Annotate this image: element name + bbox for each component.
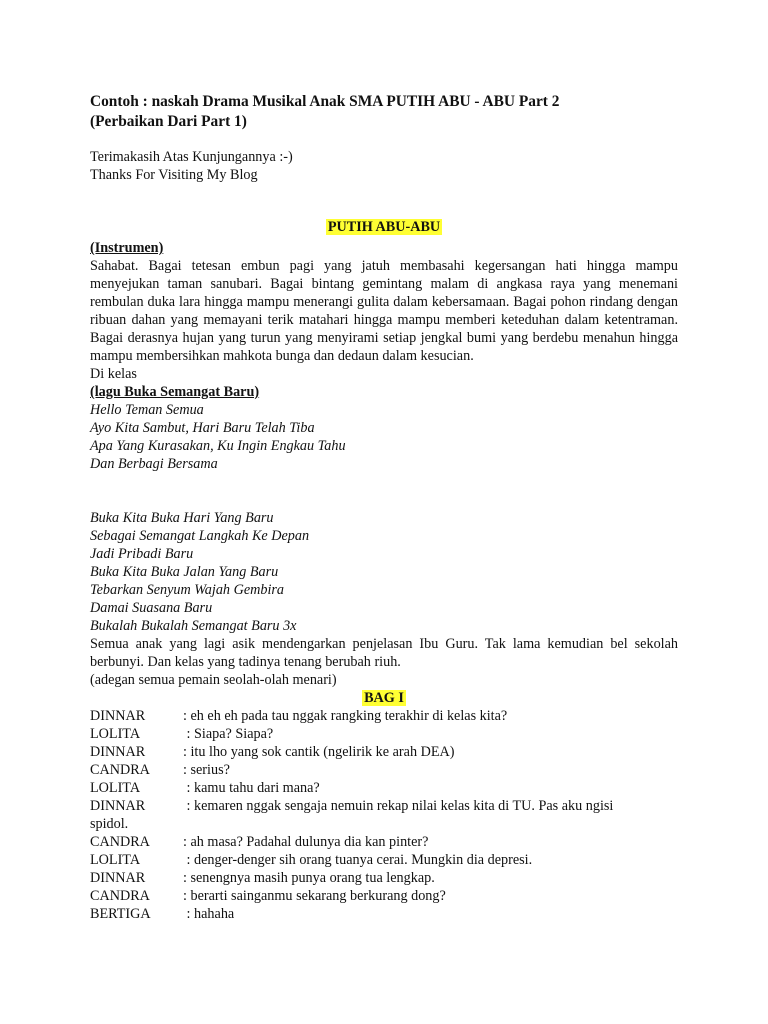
lyric-line: Buka Kita Buka Hari Yang Baru [90,510,274,526]
speaker-name: LOLITA [90,780,141,796]
main-heading-text: PUTIH ABU-ABU [327,219,441,235]
dialogue-line: : hahaha [183,906,235,922]
document-body [90,92,678,923]
speaker-name: DINNAR [90,708,146,724]
dialogue-line: : kamu tahu dari mana? [183,780,320,796]
stage-direction: (adegan semua pemain seolah-olah menari) [90,672,337,688]
song-verse-1 [90,401,678,473]
lyric-line: Ayo Kita Sambut, Hari Baru Telah Tiba [90,420,315,436]
part-heading-text: BAG I [364,690,404,706]
dialogue-row [90,905,678,923]
dialogue-line: : eh eh eh pada tau nggak rangking terakhir di kelas kita? [183,708,508,724]
dialogue-row [90,869,678,887]
speaker-name: DINNAR [90,870,146,886]
document-title [90,92,678,132]
dialogue-row [90,833,678,851]
intro-paragraph: Sahabat. Bagai tetesan embun pagi yang jatuh membasahi kegersangan hati hingga mampu menyejukan taman sanubari. Bagai bintang gemintang malam di angkasa raya yang menemani rembulan duka lara hingga mampu menerangi gulita dalam kebersamaan. Bagai pohon rindang dengan ribuan dahan yang memayani terik matahari hingga mampu memberi keteduhan dalam ketentraman. Bagai derasnya hujan yang turun yang menyirami setiap jengkal bumi yang berdebu menahun hingga mampu membersihkan mahkota bunga dan dedaun dalam kesucian. [90,258,678,364]
dialogue-row [90,779,678,797]
lyric-line: Bukalah Bukalah Semangat Baru 3x [90,618,297,634]
thanks-line-2: Thanks For Visiting My Blog [90,167,258,183]
lyric-line: Apa Yang Kurasakan, Ku Ingin Engkau Tahu [90,438,346,454]
part-heading [90,689,678,707]
speaker-name: DINNAR [90,798,146,814]
speaker-name: CANDRA [90,834,150,850]
instrument-label: (Instrumen) [90,240,164,256]
lyric-line: Hello Teman Semua [90,402,204,418]
speaker-name: LOLITA [90,726,141,742]
speaker-name: CANDRA [90,762,150,778]
lyric-line: Damai Suasana Baru [90,600,213,616]
dialogue-row [90,707,678,725]
lyric-line: Sebagai Semangat Langkah Ke Depan [90,528,310,544]
dialogue-line: : Siapa? Siapa? [183,726,274,742]
song-label: (lagu Buka Semangat Baru) [90,384,260,400]
song-verse-2 [90,509,678,635]
dialogue-line: : serius? [183,762,230,778]
dialogue-row [90,743,678,761]
dialogue-row [90,761,678,779]
thanks-line-1: Terimakasih Atas Kunjungannya :-) [90,149,293,165]
speaker-name: LOLITA [90,852,141,868]
scene-location: Di kelas [90,366,137,382]
main-heading [90,218,678,236]
dialogue-row [90,887,678,905]
speaker-name: BERTIGA [90,906,151,922]
dialogue-row [90,725,678,743]
verse-gap [90,473,678,509]
dialogue-line: : itu lho yang sok cantik (ngelirik ke arah DEA) [183,744,455,760]
lyric-line: Buka Kita Buka Jalan Yang Baru [90,564,279,580]
title-line-2: (Perbaikan Dari Part 1) [90,113,247,130]
speaker-name: DINNAR [90,744,146,760]
narration-paragraph: Semua anak yang lagi asik mendengarkan penjelasan Ibu Guru. Tak lama kemudian bel sekolah berbunyi. Dan kelas yang tadinya tenang berubah riuh. [90,636,678,670]
dialogue-line: : ah masa? Padahal dulunya dia kan pinter? [183,834,429,850]
speaker-name: CANDRA [90,888,150,904]
dialogue-line: : kemaren nggak sengaja nemuin rekap nilai kelas kita di TU. Pas aku ngisi [183,798,614,814]
dialogue-list [90,707,678,923]
thanks-block [90,148,678,184]
dialogue-line: : denger-denger sih orang tuanya cerai. Mungkin dia depresi. [183,852,533,868]
dialogue-line: : senengnya masih punya orang tua lengkap. [183,870,435,886]
title-line-1: Contoh : naskah Drama Musikal Anak SMA PUTIH ABU - ABU Part 2 [90,93,560,110]
lyric-line: Dan Berbagi Bersama [90,456,218,472]
dialogue-row [90,797,678,833]
lyric-line: Jadi Pribadi Baru [90,546,194,562]
dialogue-row [90,851,678,869]
lyric-line: Tebarkan Senyum Wajah Gembira [90,582,285,598]
dialogue-line: : berarti sainganmu sekarang berkurang dong? [183,888,446,904]
dialogue-continuation: spidol. [90,816,129,832]
